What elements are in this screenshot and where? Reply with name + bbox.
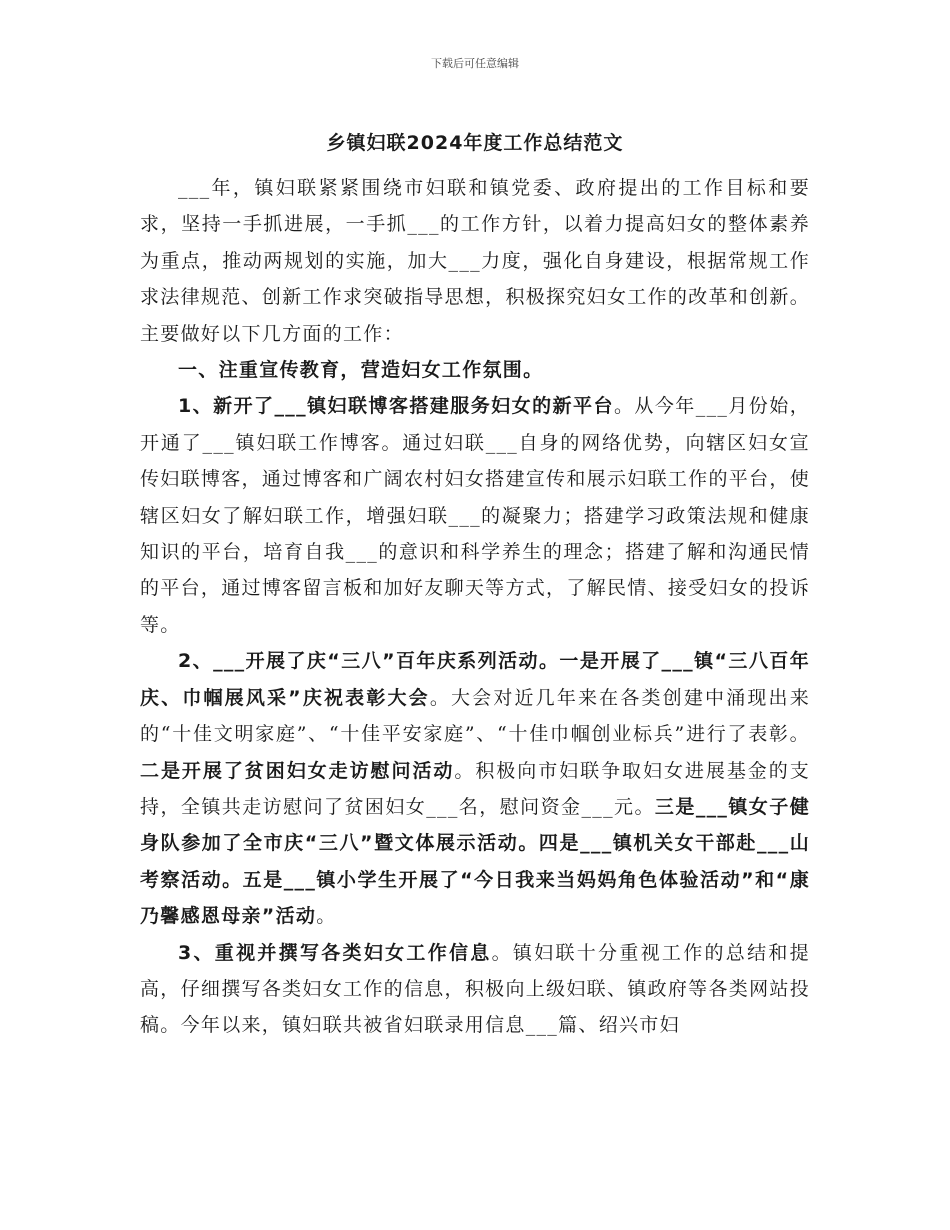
paragraph-1-text: 。从今年___月份始，开通了___镇妇联工作博客。通过妇联___自身的网络优势，向辖区妇女宣传妇联博客，通过博客和广阔农村妇女搭建宣传和展示妇联工作的平台，使辖区妇女了解妇联工作，增强妇联___的凝聚力；搭建学习政策法规和健康知识的平台，培育自我___的意识和科学养生的理念；搭建了解和沟通民情的平台，通过博客留言板和加好友聊天等方式，了解民情、接受妇女的投诉等。 bbox=[140, 395, 810, 636]
intro-paragraph: ___年，镇妇联紧紧围绕市妇联和镇党委、政府提出的工作目标和要求，坚持一手抓进展，一手抓___的工作方针，以着力提高妇女的整体素养为重点，推动两规划的实施，加大___力度，强化自身建设，根据常规工作求法律规范、创新工作求突破指导思想，积极探究妇女工作的改革和创新。主要做好以下几方面的工作： bbox=[140, 177, 810, 345]
paragraph-1 bbox=[140, 388, 810, 643]
page-header-note: 下载后可任意编辑 bbox=[431, 57, 519, 70]
document-body bbox=[140, 170, 810, 1044]
paragraph-2-end: 。 bbox=[316, 905, 337, 928]
paragraph-2-bold-2: 二是开展了贫困妇女走访慰问活动 bbox=[140, 759, 455, 782]
paragraph-2-lead: 2、___开展了庆“三八”百年庆系列活动。一是开展了___镇“三八百年庆、巾帼展风采”庆祝表彰大会 bbox=[140, 650, 810, 709]
paragraph-2-text-2: 。积极向市妇联争取妇女进展基金的支持，全镇共走访慰问了贫困妇女___名，慰问资金___元。 bbox=[140, 759, 810, 818]
paragraph-2-text-1: 。大会对近几年来在各类创建中涌现出来的“十佳文明家庭”、“十佳平安家庭”、“十佳巾帼创业标兵”进行了表彰。 bbox=[140, 686, 810, 746]
paragraph-3 bbox=[140, 935, 810, 1044]
paragraph-1-lead: 1、新开了___镇妇联博客搭建服务妇女的新平台 bbox=[178, 395, 614, 418]
document-title: 乡镇妇联2024年度工作总结范文 bbox=[326, 132, 624, 154]
paragraph-3-text: 。镇妇联十分重视工作的总结和提高，仔细撰写各类妇女工作的信息，积极向上级妇联、镇政府等各类网站投稿。今年以来，镇妇联共被省妇联录用信息___篇、绍兴市妇 bbox=[140, 941, 810, 1037]
paragraph-2 bbox=[140, 643, 810, 934]
section-heading-1: 一、注重宣传教育，营造妇女工作氛围。 bbox=[178, 359, 544, 382]
paragraph-3-lead: 3、重视并撰写各类妇女工作信息 bbox=[178, 941, 492, 964]
paragraph-2-bold-3: 三是___镇女子健身队参加了全市庆“三八”暨文体展示活动。四是___镇机关女干部赴___山考察活动。五是___镇小学生开展了“今日我来当妈妈角色体验活动”和“康乃馨感恩母亲”活动 bbox=[140, 795, 811, 928]
